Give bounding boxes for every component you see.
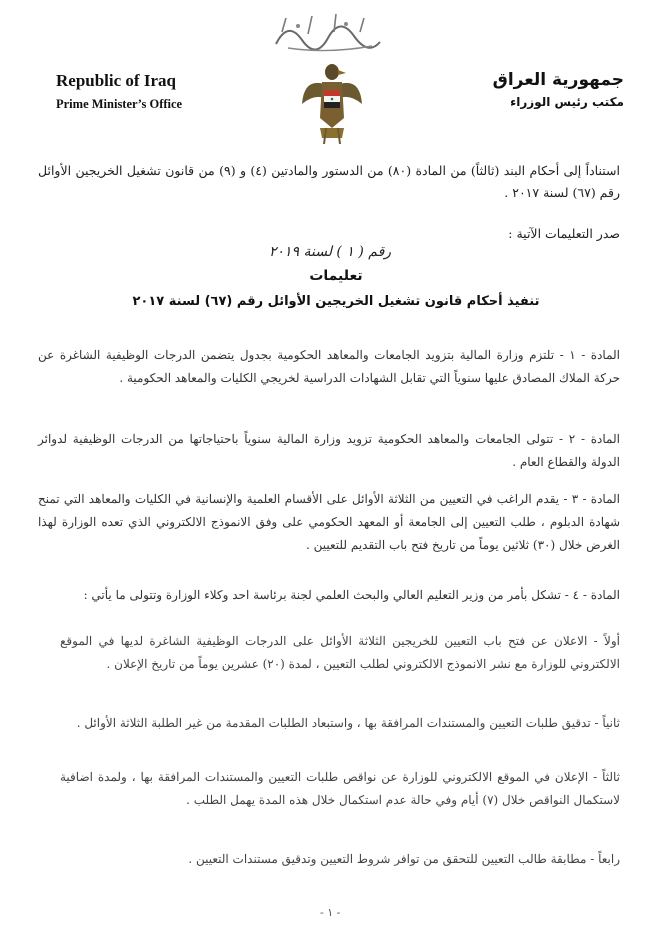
decree-number: رقم ( ١ ) لسنة ٢٠١٩ (268, 244, 392, 260)
page-number: - ١ - (320, 906, 341, 919)
arabic-letterhead (404, 68, 624, 112)
article-4-item-4: رابعاً - مطابقة طالب التعيين للتحقق من توافر شروط التعيين وتدقيق مستندات التعيين . (188, 852, 620, 866)
english-letterhead (56, 70, 276, 114)
article-1: المادة - ١ - تلتزم وزارة المالية بتزويد الجامعات والمعاهد الحكومية بجدول يتضمن الدرجات الوظيفية الشاغرة عن حركة الملاك المصادق عليها سنوياً التي تقابل الشهادات الدراسية لخريجي الكليات والمعاهد الحكومية . (38, 348, 620, 385)
preamble-paragraph: استناداً إلى أحكام البند (ثالثاً) من المادة (٨٠) من الدستور والمادتين (٤) و (٩) من قانون تشغيل الخريجين الأوائل رقم (٦٧) لسنة ٢٠١٧ . (38, 163, 620, 200)
eagle-emblem-icon (300, 58, 364, 146)
article-4-item-1: أولاً - الاعلان عن فتح باب التعيين للخريجين الثلاثة الأوائل على الدرجات الوظيفية الشاغرة لديها في الموقع الالكتروني للوزارة مع نشر الانموذج الالكتروني لطلب التعيين ، لمدة (٢٠) عشرين يوماً من تاريخ الإعلان . (60, 634, 620, 671)
letterhead-office-en: Prime Minister’s Office (56, 97, 183, 111)
letterhead-country-ar: جمهورية العراق (492, 70, 624, 90)
article-3: المادة - ٣ - يقدم الراغب في التعيين من الثلاثة الأوائل على الأقسام العلمية والإنسانية في الكليات والمعاهد التي تمنح شهادة الدبلوم ، طلب التعيين إلى الجامعة أو المعهد الحكومي على وفق الانموذج الالكتروني الذي تعده الوزارة لهذا الغرض خلال (٣٠) ثلاثين يوماً من تاريخ فتح باب التقديم للتعيين . (38, 492, 620, 552)
article-4-item-3: ثالثاً - الإعلان في الموقع الالكتروني للوزارة عن نواقص طلبات التعيين والمستندات المرافقة بها ، ولمدة اضافية لاستكمال النواقص خلال (٧) أيام وفي حالة عدم استكمال خلال هذه المدة يهمل الطلب . (60, 770, 620, 807)
document-subtitle: تنفيذ أحكام قانون تشغيل الخريجين الأوائل رقم (٦٧) لسنة ٢٠١٧ (132, 294, 540, 309)
issued-line: صدر التعليمات الآتية : (508, 226, 620, 241)
article-2: المادة - ٢ - تتولى الجامعات والمعاهد الحكومية تزويد وزارة المالية سنوياً باحتياجاتها من الدرجات الوظيفية لدوائر الدولة والقطاع العام . (38, 432, 620, 469)
letterhead-office-ar: مكتب رئيس الوزراء (510, 95, 624, 109)
document-title: تعليمات (309, 268, 363, 284)
basmala-calligraphy (268, 10, 388, 54)
article-4-item-2: ثانياً - تدقيق طلبات التعيين والمستندات المرافقة بها ، واستبعاد الطلبات المقدمة من غير الطلبة الثلاثة الأوائل . (76, 716, 620, 730)
letterhead-country-en: Republic of Iraq (56, 71, 176, 90)
article-4: المادة - ٤ - تشكل بأمر من وزير التعليم العالي والبحث العلمي لجنة برئاسة احد وكلاء الوزارة وتتولى ما يأتي : (83, 588, 620, 602)
